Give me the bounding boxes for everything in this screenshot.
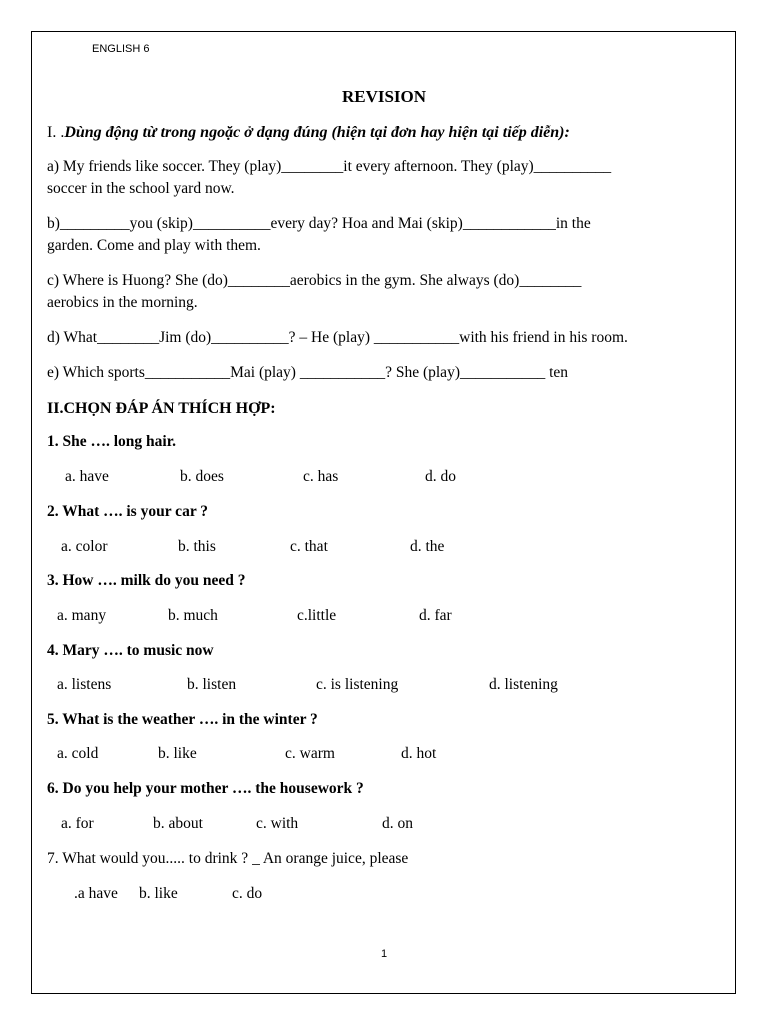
q5-option-d: d. hot	[401, 745, 437, 762]
q2-option-a: a. color	[61, 538, 108, 555]
q4-option-d: d. listening	[489, 676, 558, 693]
exercise-e-line1: e) Which sports___________Mai (play) ___________? She (play)___________ ten	[47, 364, 569, 381]
exercise-c-line2: aerobics in the morning.	[47, 294, 198, 311]
q6-option-b: b. about	[153, 815, 203, 832]
question-7: 7. What would you..... to drink ? _ An orange juice, please	[47, 850, 409, 867]
exercise-b-line1: b)_________you (skip)__________every day? Hoa and Mai (skip)____________in the	[47, 215, 591, 232]
q2-option-c: c. that	[290, 538, 328, 555]
q5-option-b: b. like	[158, 745, 197, 762]
q5-option-a: a. cold	[57, 745, 99, 762]
exercise-b-line2: garden. Come and play with them.	[47, 237, 261, 254]
page-title: REVISION	[341, 87, 427, 106]
question-6: 6. Do you help your mother …. the housework ?	[47, 780, 364, 797]
question-1: 1. She …. long hair.	[47, 433, 177, 450]
q4-option-c: c. is listening	[316, 676, 399, 693]
question-2: 2. What …. is your car ?	[47, 503, 209, 520]
exercise-c-line1: c) Where is Huong? She (do)________aerobics in the gym. She always (do)________	[47, 272, 582, 289]
q3-option-a: a. many	[57, 607, 107, 624]
q2-option-b: b. this	[178, 538, 216, 555]
page-header: ENGLISH 6	[92, 43, 150, 55]
q1-option-a: a. have	[65, 468, 109, 485]
q1-option-d: d. do	[425, 468, 456, 485]
question-5: 5. What is the weather …. in the winter ?	[47, 711, 318, 728]
exercise-d-line1: d) What________Jim (do)__________? – He (play) ___________with his friend in his room.	[47, 329, 628, 346]
q7-option-a: .a have	[74, 885, 118, 902]
q6-option-a: a. for	[61, 815, 94, 832]
section1-prefix: I. .	[47, 124, 65, 141]
q3-option-d: d. far	[419, 607, 452, 624]
page-number: 1	[380, 948, 388, 960]
q7-option-b: b. like	[139, 885, 178, 902]
exercise-a-line2: soccer in the school yard now.	[47, 180, 235, 197]
q3-option-c: c.little	[297, 607, 337, 624]
section2-heading: II.CHỌN ĐÁP ÁN THÍCH HỢP:	[47, 400, 276, 417]
q1-option-c: c. has	[303, 468, 339, 485]
q2-option-d: d. the	[410, 538, 445, 555]
question-3: 3. How …. milk do you need ?	[47, 572, 246, 589]
section1-heading	[47, 124, 570, 142]
q6-option-c: c. with	[256, 815, 299, 832]
section1-instruction: Dùng động từ trong ngoặc ở dạng đúng (hiện tại đơn hay hiện tại tiếp diễn):	[64, 124, 570, 141]
q4-option-b: b. listen	[187, 676, 237, 693]
q1-option-b: b. does	[180, 468, 224, 485]
question-4: 4. Mary …. to music now	[47, 642, 214, 659]
q5-option-c: c. warm	[285, 745, 335, 762]
q7-option-c: c. do	[232, 885, 263, 902]
q4-option-a: a. listens	[57, 676, 112, 693]
exercise-a-line1: a) My friends like soccer. They (play)________it every afternoon. They (play)__________	[47, 158, 612, 175]
q6-option-d: d. on	[382, 815, 413, 832]
q3-option-b: b. much	[168, 607, 218, 624]
